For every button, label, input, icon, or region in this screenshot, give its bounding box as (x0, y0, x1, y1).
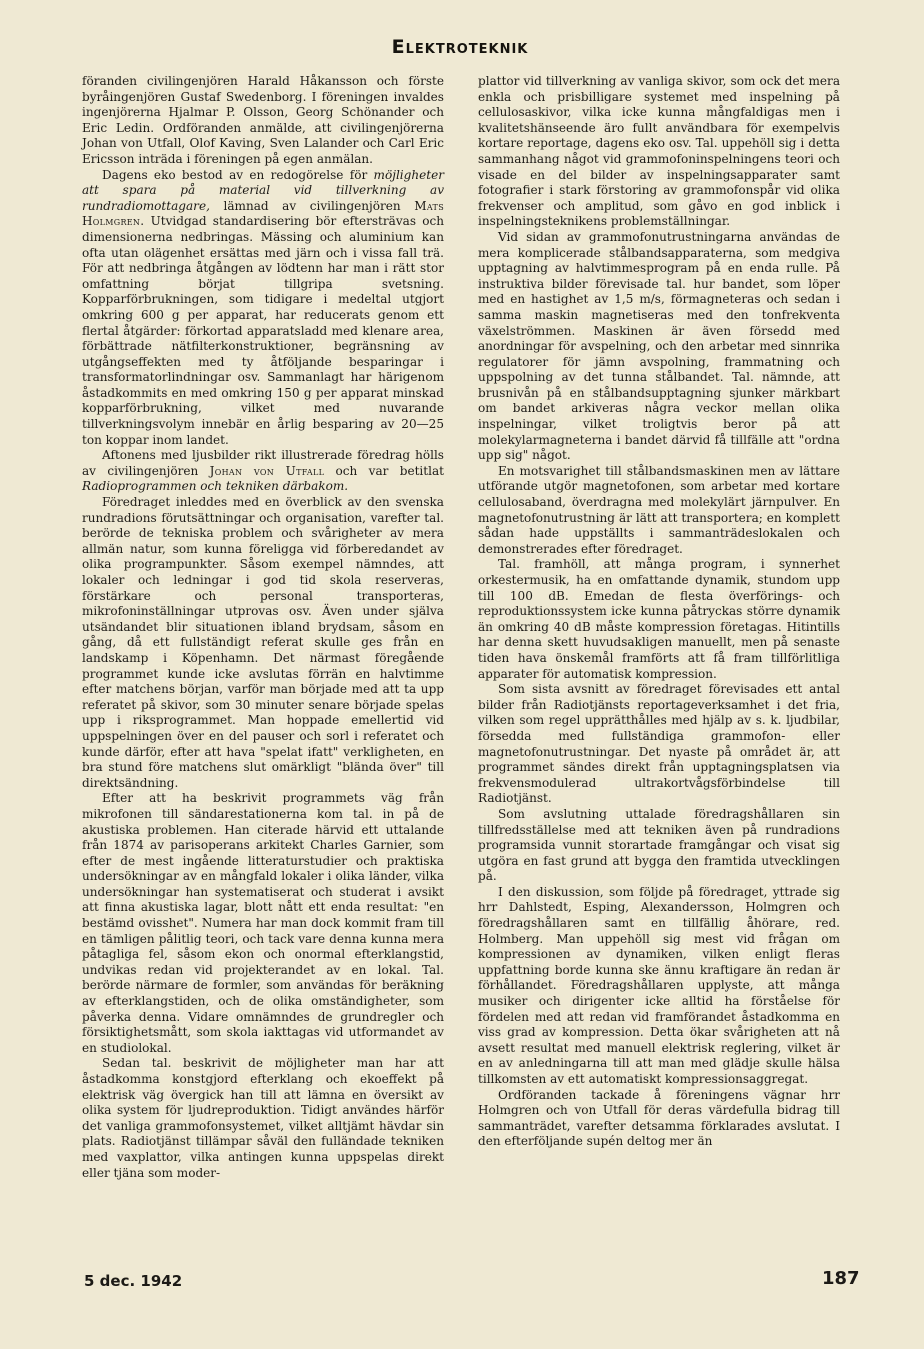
paragraph: plattor vid tillverkning av vanliga skivor, som ock det mera enkla och prisbilligare systemet med inspelning på cellulosaskivor, vilka icke kunna mångfaldigas men i kvalitetshänseende äro fullt användbara för exempelvis kortare reportage, dagens eko osv. Tal. uppehöll sig i detta sammanhang något vid grammofoninspelningens teori och visade en del bilder av inspelningsapparater samt fotografier i stark förstoring av grammofonspår vid olika frekvenser och amplitud, som gåvo en god inblick i inspelningsteknikens problemställningar. (478, 74, 840, 229)
running-header: Elektroteknik (391, 36, 529, 58)
right-column (478, 74, 840, 1150)
left-column (82, 74, 444, 1181)
author-name: Johan von Utfall (209, 463, 325, 478)
paragraph: I den diskussion, som följde på föredraget, yttrade sig hrr Dahlstedt, Esping, Alexandersson, Holmgren och föredragshållaren samt en tillfällig åhörare, red. Holmberg. Man uppehöll sig mest vid frågan om kompressionen av dynamiken, vilken enligt fleras uppfattning borde kunna ske ännu kraftigare än redan är förhållandet. Föredragshållaren upplyste, att många musiker och dirigenter icke alltid ha förståelse för fördelen med att redan vid framförandet åstadkomma en viss grad av kompression. Detta ökar svårigheten att nå avsett resultat med manuell elektrisk reglering, vilket är en av anledningarna till att man med glädje skulle hälsa tillkomsten av ett automatiskt kompressionsaggregat. (478, 884, 840, 1086)
text-run: Aftonens med ljusbilder rikt illustrerade föredrag hölls av civilingenjören (82, 448, 444, 478)
paragraph: Föredraget inleddes med en överblick av den svenska rundradions förutsättningar och organisation, varefter tal. berörde de tekniska problem och svårigheter av mera allmän natur, som kunna föreligga vid förberedandet av olika programpunkter. Såsom exempel nämndes, att lokaler och ledningar i god tid skola reserveras, förstärkare och personal transporteras, mikrofoninställningar utprovas osv. Även under själva utsändandet blir situationen ibland brydsam, såsom en gång, då ett fullständigt referat skulle ges från en landskamp i Köpenhamn. Det närmast föregående programmet kunde icke avslutas förrän en halvtimme efter matchens början, varför man började med att ta upp referatet på skivor, som 30 minuter senare började spelas upp i riksprogrammet. Man hoppade emellertid vid uppspelningen över en del pauser och sorl i referatet och kunde därför, efter att hava "spelat ifatt" verkligheten, en bra stund före matchens slut omärkligt "blända över" till direktsändning. (82, 495, 444, 790)
paragraph: Efter att ha beskrivit programmets väg från mikrofonen till sändarestationerna kom tal. in på de akustiska problemen. Han citerade härvid ett uttalande från 1874 av parisoperans arkitekt Charles Garnier, som efter de mest ingående litteraturstudier och praktiska undersökningar av en mångfald lokaler i olika länder, vilka undersökningar han systematiserat och studerat i avsikt att finna akustiska lagar, blott nått ett enda resultat: "en bestämd ovisshet". Numera har man dock kommit fram till en tämligen pålitlig teori, och tack vare denna kunna mera påtagliga fel, såsom ekon och onormal efterklangstid, undvikas redan vid projekterandet av en lokal. Tal. berörde närmare de formler, som användas för beräkning av efterklangstiden, och de olika omständigheter, som påverka denna. Vidare omnämndes de grundregler och försiktighetsmått, som skola iakttagas vid utformandet av en studiolokal. (82, 791, 444, 1055)
author-name: Mats Holmgren. (82, 198, 444, 229)
lecture-title: Radioprogrammen och tekniken därbakom. (82, 479, 349, 494)
issue-date: 5 dec. 1942 (84, 1272, 183, 1290)
text-run: Utvidgad standardisering bör eftersträvas och dimensionerna nedbringas. Mässing och aluminium kan ofta utan olägenhet ersättas med järn och i vissa fall trä. För att nedbringa åtgången av lödtenn har man i rätt stor omfattning börjat tillgripa svetsning. Kopparförbrukningen, som tidigare i medeltal utgjort omkring 600 g per apparat, har reducerats genom ett flertal åtgärder: förkortad apparatsladd med klenare area, förbättrade nätfilterkonstruktioner, begränsning av utgångseffekten med ty åtföljande besparingar i transformatorlindningar osv. Sammanlagt har härigenom åstadkommits en med omkring 150 g per apparat minskad kopparförbrukning, vilket med nuvarande tillverkningsvolym innebär en årlig besparing av 20—25 ton koppar inom landet. (82, 214, 444, 447)
paragraph: Ordföranden tackade å föreningens vägnar hrr Holmgren och von Utfall för deras värdefulla bidrag till sammanträdet, varefter detsamma förklarades avslutat. I den efterföljande supén deltog mer än (478, 1087, 840, 1149)
paragraph: Sedan tal. beskrivit de möjligheter man har att åstadkomma konstgjord efterklang och ekoeffekt på elektrisk väg övergick han till att lämna en översikt av olika system för ljudreproduktion. Tidigt användes härför det vanliga grammofonsystemet, vilket alltjämt hävdar sin plats. Radiotjänst tillämpar såväl den fulländade tekniken med vaxplattor, vilka antingen kunna uppspelas direkt eller tjäna som moder- (82, 1056, 444, 1180)
text-run: och var betitlat (335, 463, 444, 478)
article-title: möjligheter att spara på material vid tillverkning av rundradiomottagare, (82, 167, 444, 213)
text-run: lämnad av civilingenjören (223, 198, 401, 213)
paragraph: Tal. framhöll, att många program, i synnerhet orkestermusik, ha en omfattande dynamik, stundom upp till 100 dB. Emedan de flesta överförings- och reproduktionssystem icke kunna påtryckas större dynamik än omkring 40 dB måste kompression företagas. Hitintills har denna skett huvudsakligen manuellt, men på senaste tiden hava önskemål framförts att få fram tillförlitliga apparater för automatisk kompression. (478, 557, 840, 681)
text-run: Dagens eko bestod av en redogörelse för (102, 167, 368, 182)
page-number: 187 (822, 1268, 860, 1289)
paragraph: En motsvarighet till stålbandsmaskinen men av lättare utförande utgör magnetofonen, som arbetar med kortare cellulosaband, överdragna med molekylärt järnpulver. En magnetofonutrustning är lätt att transportera; en komplett sådan hade uppställts i sammanträdeslokalen och demonstrerades efter föredraget. (478, 463, 840, 556)
paragraph (82, 168, 444, 449)
paragraph (82, 448, 444, 495)
paragraph: Som sista avsnitt av föredraget förevisades ett antal bilder från Radiotjänsts reportageverksamhet i det fria, vilken som regel upprätthålles med hjälp av s. k. ljudbilar, försedda med fullständiga grammofon- eller magnetofonutrustningar. Det nyaste på området är, att programmet sändes direkt från upptagningsplatsen via frekvensmodulerad ultrakortvågsförbindelse till Radiotjänst. (478, 682, 840, 806)
paragraph: Som avslutning uttalade föredragshållaren sin tillfredsställelse med att tekniken även på rundradions programsida vunnit storartade framgångar och visat sig utgöra en fast grund att bygga den framtida utvecklingen på. (478, 806, 840, 884)
paragraph: Vid sidan av grammofonutrustningarna användas de mera komplicerade stålbandsapparaterna, som medgiva upptagning av halvtimmesprogram på en enda rulle. På instruktiva bilder förevisade tal. hur bandet, som löper med en hastighet av 1,5 m/s, förmagneteras och sedan i samma maskin magnetiseras med den tonfrekventa växelströmmen. Maskinen är även försedd med anordningar för avspelning, och den arbetar med sinnrika regulatorer för jämn avspolning, frammatning och uppspolning av det tunna stålbandet. Tal. nämnde, att brusnivån på en stålbandsupptagning sjunker märkbart om bandet arkiveras några veckor mellan olika inspelningar, vilket troligtvis beror på att molekylarmagneterna i bandet därvid få tillfälle att "ordna upp sig" något. (478, 229, 840, 463)
paragraph: föranden civilingenjören Harald Håkansson och förste byråingenjören Gustaf Swedenborg. I föreningen invaldes ingenjörerna Hjalmar P. Olsson, Georg Schönander och Eric Ledin. Ordföranden anmälde, att civilingenjörerna Johan von Utfall, Olof Kaving, Sven Lalander och Carl Eric Ericsson inträda i föreningen på egen anmälan. (82, 74, 444, 166)
